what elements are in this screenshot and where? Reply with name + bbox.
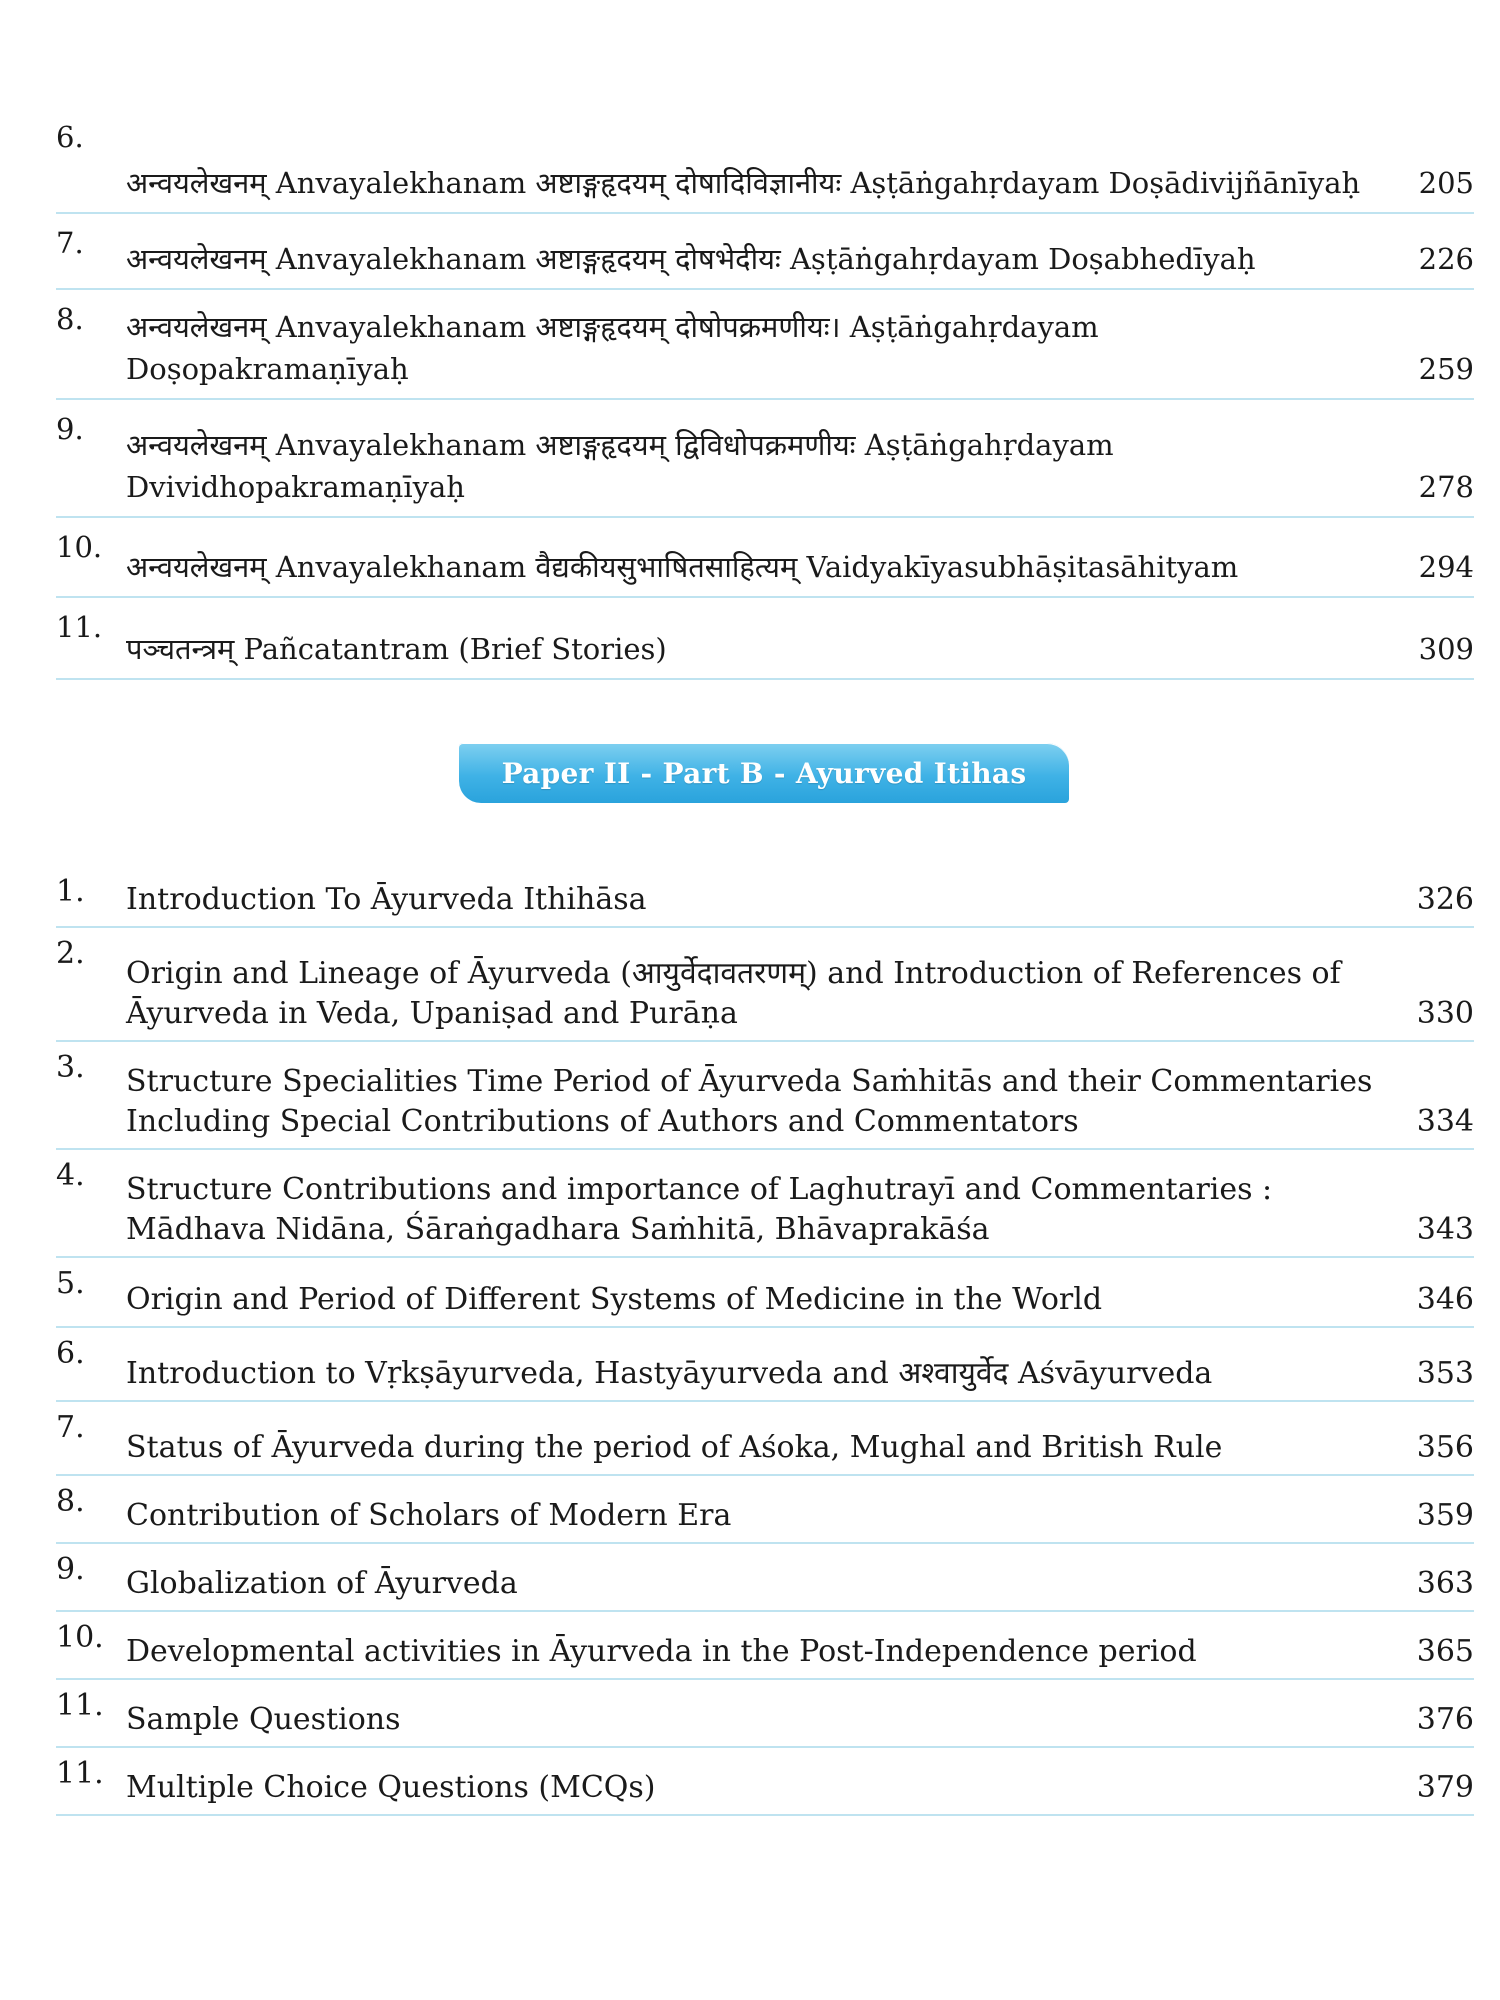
entry-title: Contribution of Scholars of Modern Era [126,1498,732,1533]
entry-number: 10. [56,530,103,564]
entry-title: Structure Contributions and importance of Laghutrayī and Commentaries : Mādhava Nidāna, Śāraṅgadhara Saṁhitā, Bhāvaprakāśa [126,1172,1273,1247]
toc-entry[interactable] [56,1042,1474,1150]
toc-entry[interactable] [56,1150,1474,1258]
entry-title: अन्वयलेखनम् Anvayalekhanam अष्टाङ्गहृदयम् द्विविधोपक्रमणीयः Aṣṭāṅgahṛdayam Dvividhopakramaṇīyaḥ [126,428,1114,504]
entry-number: 11. [56,1688,104,1723]
entry-page: 356 [1416,1430,1474,1465]
entry-title: Multiple Choice Questions (MCQs) [126,1770,656,1805]
entry-title: Introduction To Āyurveda Ithihāsa [126,882,647,917]
entry-number: 10. [56,1620,104,1655]
section-banner-label: Paper II - Part B - Ayurved Itihas [501,756,1027,790]
entry-number: 7. [56,1410,85,1445]
entry-page: 359 [1416,1498,1474,1533]
toc-entry[interactable] [56,1680,1474,1748]
toc-entry[interactable] [56,400,1474,518]
toc-entry[interactable] [56,866,1474,928]
toc-entry[interactable] [56,1476,1474,1544]
toc-entry[interactable] [56,1612,1474,1680]
toc-entry[interactable] [56,518,1474,598]
toc-entry[interactable] [56,108,1474,214]
entry-number: 2. [56,936,85,971]
entry-page: 334 [1416,1104,1474,1139]
entry-number: 7. [56,226,84,260]
entry-title: Structure Specialities Time Period of Āyurveda Saṁhitās and their Commentaries Including Special Contributions of Authors and Commentators [126,1064,1373,1139]
toc-entry[interactable] [56,1328,1474,1402]
entry-page: 343 [1416,1212,1474,1247]
toc-entry[interactable] [56,1258,1474,1328]
entry-title: अन्वयलेखनम् Anvayalekhanam अष्टाङ्गहृदयम् दोषादिविज्ञानीयः Aṣṭāṅgahṛdayam Doṣādivijñānīyaḥ [126,166,1361,200]
entry-title: Introduction to Vṛkṣāyurveda, Hastyāyurveda and अश्वायुर्वेद Aśvāyurveda [126,1356,1213,1391]
entry-title: Origin and Lineage of Āyurveda (आयुर्वेदावतरणम्) and Introduction of References of Āyurveda in Veda, Upaniṣad and Purāṇa [126,956,1341,1031]
entry-title: Globalization of Āyurveda [126,1566,518,1601]
entry-number: 9. [56,412,84,446]
entry-title: Status of Āyurveda during the period of Aśoka, Mughal and British Rule [126,1430,1223,1465]
entry-page: 353 [1416,1356,1474,1391]
entry-title: अन्वयलेखनम् Anvayalekhanam अष्टाङ्गहृदयम् दोषोपक्रमणीयः। Aṣṭāṅgahṛdayam Doṣopakramaṇīyaḥ [126,310,1099,386]
entry-page: 278 [1418,470,1474,504]
entry-number: 11. [56,1756,104,1791]
entry-title: Developmental activities in Āyurveda in the Post-Independence period [126,1634,1197,1669]
toc-entry[interactable] [56,928,1474,1042]
section-banner [459,743,1069,803]
entry-number: 8. [56,302,84,336]
entry-title: अन्वयलेखनम् Anvayalekhanam वैद्यकीयसुभाषितसाहित्यम् Vaidyakīyasubhāṣitasāhityam [126,550,1239,584]
entry-page: 309 [1418,632,1474,666]
entry-page: 346 [1416,1282,1474,1317]
entry-number: 3. [56,1050,85,1085]
toc-entry[interactable] [56,598,1474,680]
entry-page: 376 [1416,1702,1474,1737]
entry-number: 11. [56,610,103,644]
entry-page: 379 [1416,1770,1474,1805]
toc-entry[interactable] [56,290,1474,400]
entry-page: 326 [1416,882,1474,917]
entry-number: 8. [56,1484,85,1519]
toc-part-b [56,866,1474,1816]
entry-page: 294 [1418,550,1474,584]
entry-number: 5. [56,1266,85,1301]
entry-page: 259 [1418,352,1474,386]
entry-page: 330 [1416,996,1474,1031]
entry-number: 1. [56,874,85,909]
toc-entry[interactable] [56,1748,1474,1816]
entry-page: 205 [1418,166,1474,200]
toc-entry[interactable] [56,1544,1474,1612]
entry-title: पञ्चतन्त्रम् Pañcatantram (Brief Stories) [126,632,667,666]
entry-page: 226 [1418,242,1474,276]
entry-title: Origin and Period of Different Systems of Medicine in the World [126,1282,1103,1317]
entry-page: 363 [1416,1566,1474,1601]
entry-title: अन्वयलेखनम् Anvayalekhanam अष्टाङ्गहृदयम् दोषभेदीयः Aṣṭāṅgahṛdayam Doṣabhedīyaḥ [126,242,1256,276]
entry-page: 365 [1416,1634,1474,1669]
entry-number: 4. [56,1158,85,1193]
toc-entry[interactable] [56,214,1474,290]
toc-part-a [56,108,1474,680]
entry-number: 6. [56,120,84,154]
toc-entry[interactable] [56,1402,1474,1476]
entry-number: 9. [56,1552,85,1587]
entry-title: Sample Questions [126,1702,401,1737]
entry-number: 6. [56,1336,85,1371]
